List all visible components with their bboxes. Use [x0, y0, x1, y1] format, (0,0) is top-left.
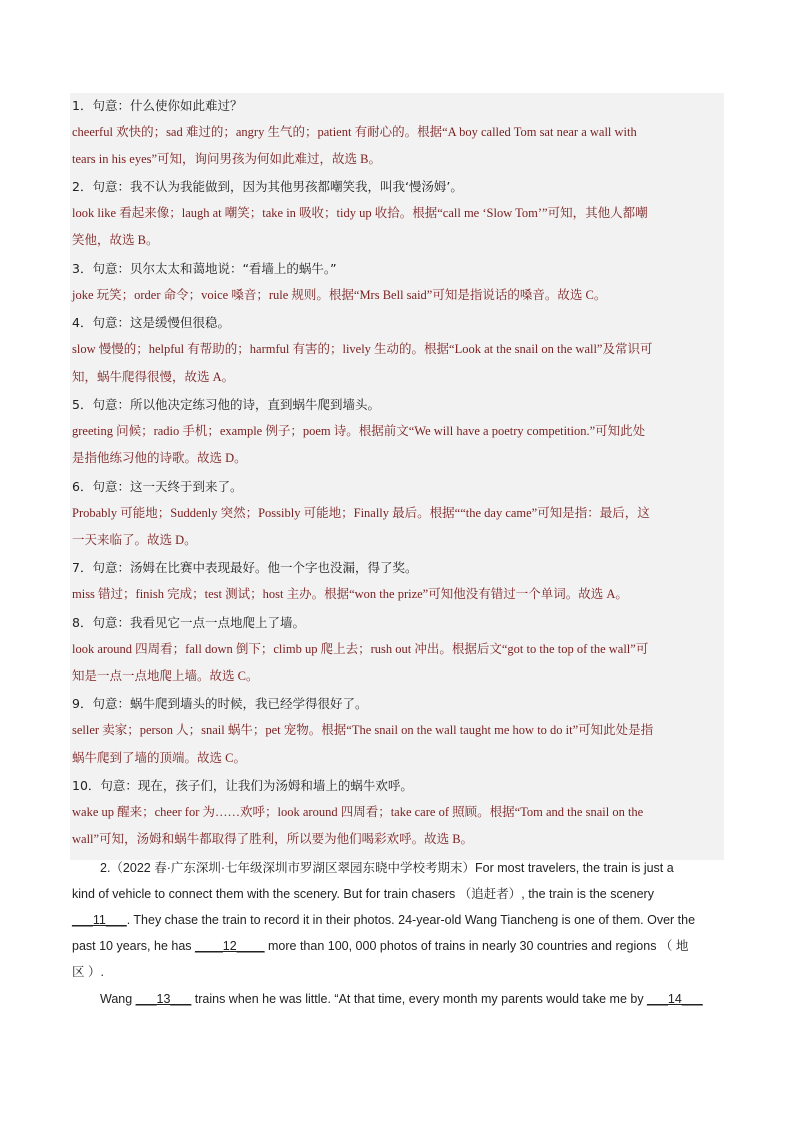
answer-line: 8．句意：我看见它一点一点地爬上了墙。: [72, 615, 305, 630]
answer-line: 一天来临了。故选 D。: [72, 533, 197, 547]
answer-line: joke 玩笑；order 命令；voice 嗓音；rule 规则。根据“Mrs Bell said”可知是指说话的嗓音。故选 C。: [72, 288, 607, 302]
passage-text: . They chase the train to record it in their photos. 24-year-old Wang Tiancheng is one of them. Over the: [126, 913, 696, 927]
passage-line: [100, 987, 724, 1012]
answer-line: greeting 问候；radio 手机；example 例子；poem 诗。根据前文“We will have a poetry competition.”可知此处: [72, 424, 646, 438]
answer-line: 笑他，故选 B。: [72, 233, 159, 247]
answer-line: 9．句意：蜗牛爬到墙头的时候，我已经学得很好了。: [72, 696, 368, 711]
answer-line: wake up 醒来；cheer for 为……欢呼；look around 四周看；take care of 照顾。根据“Tom and the snail on the: [72, 805, 644, 819]
passage-line: 区 ）.: [72, 965, 104, 979]
answer-line: cheerful 欢快的；sad 难过的；angry 生气的；patient 有耐心的。根据“A boy called Tom sat near a wall with: [72, 125, 637, 139]
blank-12: ____12____: [195, 939, 265, 953]
passage-text: trains when he was little. “At that time, every month my parents would take me by: [191, 992, 648, 1006]
answer-line: Probably 可能地；Suddenly 突然；Possibly 可能地；Finally 最后。根据““the day came”可知是指：最后，这: [72, 506, 650, 520]
passage-line: kind of vehicle to connect them with the scenery. But for train chasers （追赶者）, the train is the scenery: [72, 887, 654, 901]
answer-line: wall”可知，汤姆和蜗牛都取得了胜利，所以要为他们喝彩欢呼。故选 B。: [72, 832, 474, 846]
answer-line: 5．句意：所以他决定练习他的诗，直到蜗牛爬到墙头。: [72, 397, 380, 412]
answer-line: seller 卖家；person 人；snail 蜗牛；pet 宠物。根据“The snail on the wall taught me how to do it”可知此处是指: [72, 723, 654, 737]
answer-line: 是指他练习他的诗歌。故选 D。: [72, 451, 247, 465]
answer-line: 知，蜗牛爬得很慢，故选 A。: [72, 370, 235, 384]
answer-line: 蜗牛爬到了墙的顶端。故选 C。: [72, 751, 246, 765]
answer-line: 4．句意：这是缓慢但很稳。: [72, 315, 230, 330]
answer-line: 7．句意：汤姆在比赛中表现最好。他一个字也没漏，得了奖。: [72, 560, 418, 575]
blank-14: ___14___: [647, 992, 703, 1006]
answer-line: 10．句意：现在，孩子们，让我们为汤姆和墙上的蜗牛欢呼。: [72, 778, 413, 793]
passage-text: Wang: [100, 992, 136, 1006]
answer-line: 知是一点一点地爬上墙。故选 C。: [72, 669, 259, 683]
answer-line: look around 四周看；fall down 倒下；climb up 爬上去；rush out 冲出。根据后文“got to the top of the wall”可: [72, 642, 649, 656]
passage-text: past 10 years, he has: [72, 939, 195, 953]
passage-line: 2.（2022 春·广东深圳·七年级深圳市罗湖区翠园东晓中学校考期末）For most travelers, the train is just a: [100, 861, 674, 875]
answer-line: 2．句意：我不认为我能做到，因为其他男孩都嘲笑我，叫我‘慢汤姆’。: [72, 179, 463, 194]
answer-line: 1．句意：什么使你如此难过？: [72, 98, 243, 113]
answer-line: tears in his eyes”可知，询问男孩为何如此难过，故选 B。: [72, 152, 382, 166]
passage-line: [72, 934, 732, 959]
answer-line: 3．句意：贝尔太太和蔼地说：“看墙上的蜗牛。”: [72, 261, 337, 276]
answer-line: slow 慢慢的；helpful 有帮助的；harmful 有害的；lively 生动的。根据“Look at the snail on the wall”及常识可: [72, 342, 653, 356]
answer-line: look like 看起来像；laugh at 嘲笑；take in 吸收；tidy up 收拾。根据“call me ‘Slow Tom’”可知，其他人都嘲: [72, 206, 648, 220]
answer-line: 6．句意：这一天终于到来了。: [72, 479, 243, 494]
blank-11: ___11___: [72, 913, 127, 927]
passage-text: more than 100, 000 photos of trains in nearly 30 countries and regions （ 地: [264, 939, 689, 953]
passage-line: [72, 908, 732, 933]
blank-13: ___13___: [135, 992, 192, 1006]
answer-line: miss 错过；finish 完成；test 测试；host 主办。根据“won the prize”可知他没有错过一个单词。故选 A。: [72, 587, 628, 601]
